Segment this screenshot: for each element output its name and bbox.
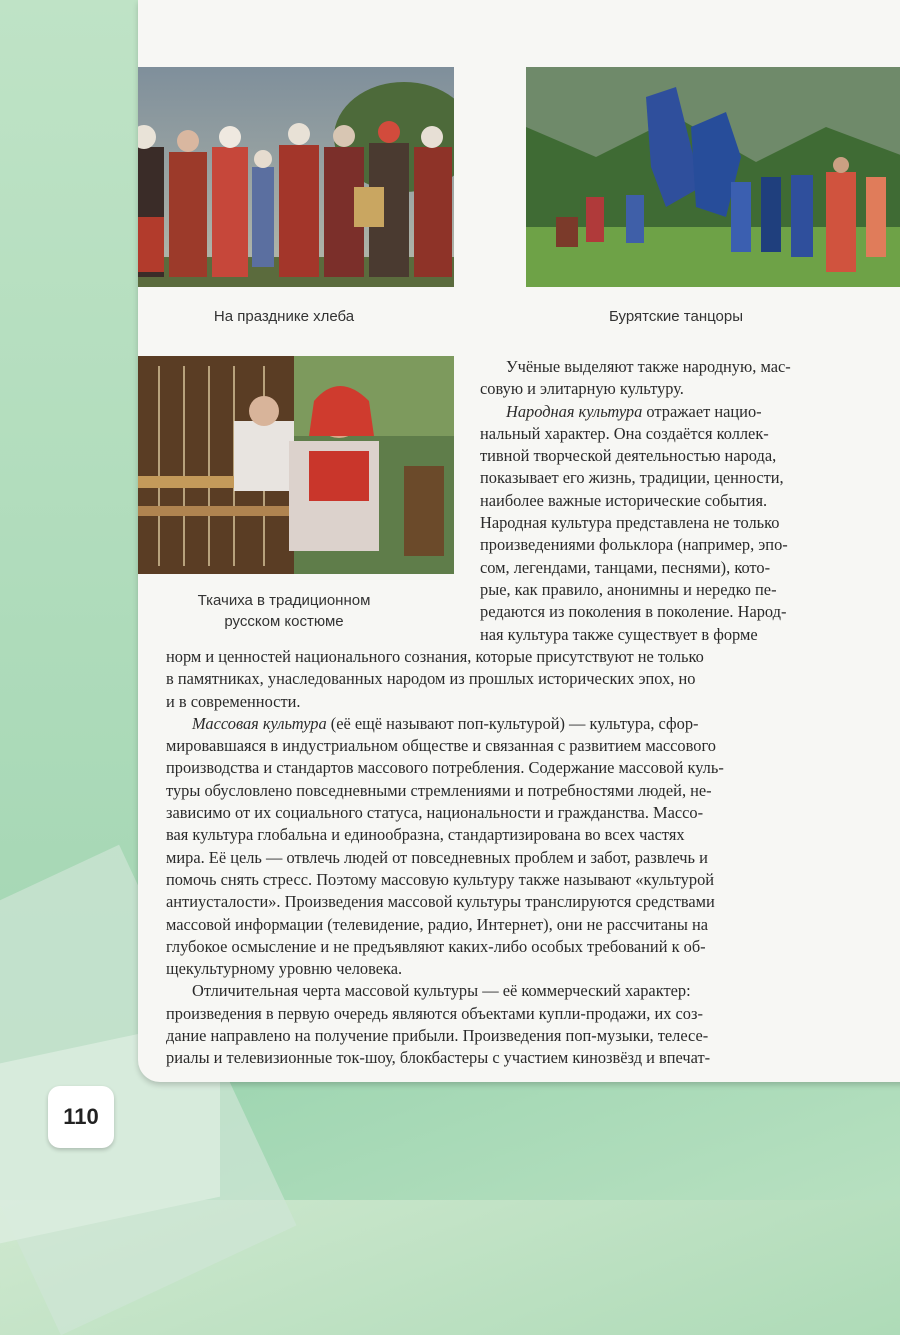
text-line: зависимо от их социального статуса, национальности и гражданства. Массо- [166,803,704,823]
photo-weaver [138,356,454,574]
text-line: риалы и телевизионные ток-шоу, блокбастеры с участием кинозвёзд и впечат- [166,1048,711,1068]
text-line: вая культура глобальна и единообразна, стандартизирована во всех частях [166,825,685,845]
book-page [138,0,900,1082]
text-line: наиболее важные исторические события. [480,490,768,510]
caption-weaver [138,590,454,632]
text-line: редаются из поколения в поколение. Народ- [480,602,787,622]
text-line: мировавшаяся в индустриальном обществе и связанная с развитием массового [166,736,716,756]
text-line: Учёные выделяют также народную, мас- [506,357,791,376]
photo-buryat-dancers [526,67,900,287]
term-italic: Массовая культура [192,713,327,733]
text-line: показывает его жизнь, традиции, ценности, [480,468,784,488]
text-line: и в современности. [166,691,301,711]
text-line: норм и ценностей национального сознания, которые присутствуют не только [166,647,704,666]
body-text-column [480,356,900,646]
photo-bread-festival [138,67,454,287]
caption-weaver-line1: Ткачиха в традиционном [197,592,371,609]
text-line: в памятниках, унаследованных народом из прошлых исторических эпох, но [166,669,696,689]
text-line: совую и элитарную культуру. [480,379,684,399]
text-line: произведениями фольклора (например, эпо- [480,535,788,555]
caption-bread-festival: На празднике хлеба [213,308,355,325]
text-line: щекультурному уровню человека. [166,959,403,979]
text-line: рые, как правило, анонимны и нередко пе- [480,579,777,599]
text-line: сом, легендами, танцами, песнями), кото- [480,557,771,577]
text-line: тивной творческой деятельностью народа, [480,446,777,466]
caption-buryat-dancers: Бурятские танцоры [608,308,743,325]
text-line: глубокое осмысление и не предъявляют каких-либо особых требований к об- [166,936,706,956]
text-line: производства и стандартов массового потребления. Содержание массовой куль- [166,758,724,778]
text-line: Народная культура представлена не только [480,513,780,533]
text-line: Отличительная черта массовой культуры — её коммерческий характер: [192,981,691,1001]
text-line: массовой информации (телевидение, радио, Интернет), они не рассчитаны на [166,914,709,934]
text-line: туры обусловлено повседневными стремлениями и потребностями людей, не- [166,780,712,800]
text-line: антиусталости». Произведения массовой культуры транслируются средствами [166,892,715,912]
text-line: дание направлено на получение прибыли. Произведения поп-музыки, телесе- [166,1026,709,1046]
text-line: помочь снять стресс. Поэтому массовую культуру также называют «культурой [166,869,715,889]
text-line: мира. Её цель — отвлечь людей от повседневных проблем и забот, развлечь и [166,847,708,867]
caption-weaver-line2: русском костюме [224,613,344,630]
text-line: ная культура также существует в форме [480,624,758,644]
text-line: Массовая культура (её ещё называют поп-культурой) — культура, сфор- [192,713,699,733]
text-line: нальный характер. Она создаётся коллек- [480,423,769,443]
text-line: произведения в первую очередь являются объектами купли-продажи, их соз- [166,1003,703,1023]
page-number: 110 [48,1086,114,1148]
term-italic: Народная культура [506,401,643,421]
text-line: Народная культура отражает нацио- [506,401,762,421]
body-text-full [166,646,900,1070]
